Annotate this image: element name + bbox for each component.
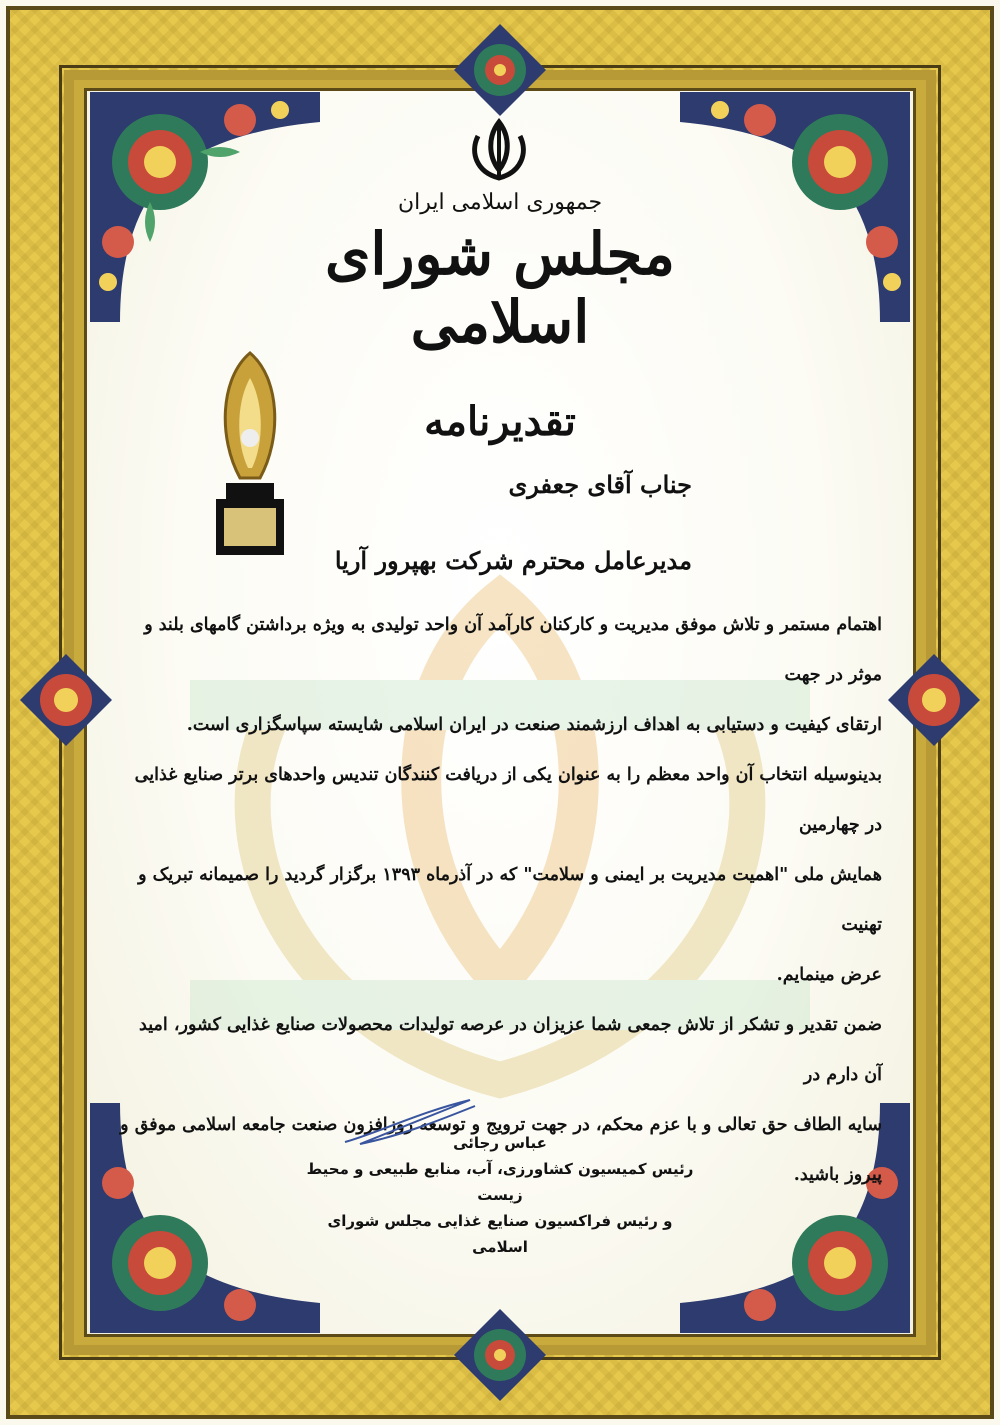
recipient-position: مدیرعامل محترم شرکت بهپرور آریا <box>334 546 692 575</box>
edge-medallion-ornament <box>452 1307 548 1403</box>
edge-medallion-ornament <box>886 652 982 748</box>
edge-medallion-ornament <box>18 652 114 748</box>
edge-medallion-ornament <box>452 22 548 118</box>
signer-name: عباس رجائی <box>453 1134 547 1152</box>
trophy-icon <box>200 348 300 568</box>
iran-emblem-icon <box>466 118 532 184</box>
body-line: عرض مینمایم. <box>776 965 882 985</box>
body-line: ضمن تقدیر و تشکر از تلاش جمعی شما عزیزان در عرصه تولیدات محصولات صنایع غذایی کشور، امید آن دارم در <box>139 1015 882 1085</box>
body-line: بدینوسیله انتخاب آن واحد معظم را به عنوان یکی از دریافت کنندگان تندیس واحدهای برتر صنایع غذایی در چهارمین <box>134 765 882 835</box>
body-line: ارتقای کیفیت و دستیابی به اهداف ارزشمند صنعت در ایران اسلامی شایسته سپاسگزاری است. <box>186 715 882 735</box>
body-line: اهتمام مستمر و تلاش موفق مدیریت و کارکنان کارآمد آن واحد تولیدی به ویژه برداشتن گامهای بلند و موثر در جهت <box>144 615 882 685</box>
signer-role-line-2: و رئیس فراکسیون صنایع غذایی مجلس شورای اسلامی <box>327 1212 673 1256</box>
country-name: جمهوری اسلامی ایران <box>397 190 603 215</box>
body-line: همایش ملی "اهمیت مدیریت بر ایمنی و سلامت" که در آذرماه ۱۳۹۳ برگزار گردید را صمیمانه تبریک و تهنیت <box>138 865 882 935</box>
signature-block <box>300 1130 700 1260</box>
certificate-title: تقدیرنامه <box>424 398 576 445</box>
body-line: سایه الطاف حق تعالی و با عزم محکم، در جهت ترویج و توسعه روزافزون صنعت جامعه اسلامی موفق و پیروز باشید. <box>120 1115 882 1185</box>
signer-role-line-1: رئیس کمیسیون کشاورزی، آب، منابع طبیعی و محیط زیست <box>306 1160 694 1204</box>
recipient-name: جناب آقای جعفری <box>508 470 692 499</box>
certificate-body <box>118 600 882 1200</box>
parliament-name: مجلس شورای اسلامی <box>325 220 675 356</box>
